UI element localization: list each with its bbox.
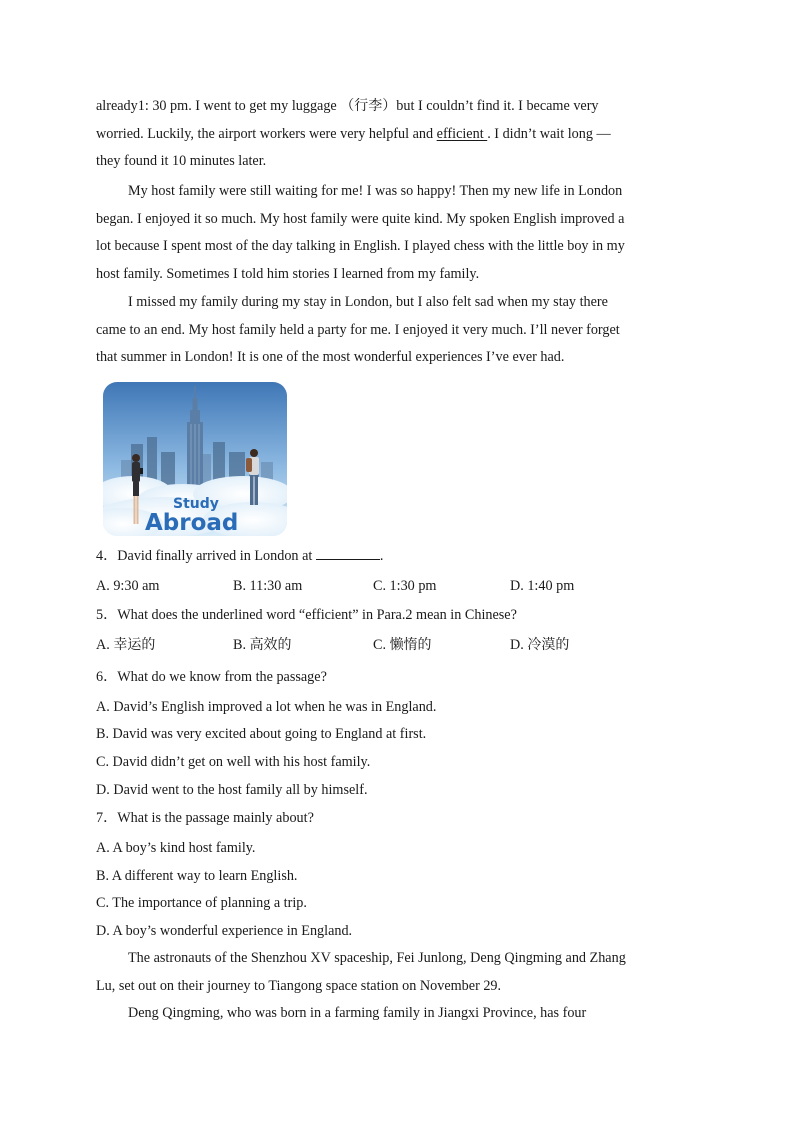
question-stem: 4．David finally arrived in London at	[96, 548, 316, 564]
option-text: 懒惰的	[389, 637, 432, 653]
text-run: .	[379, 548, 384, 564]
text-line: came to an end. My host family held a party for me. I enjoyed it very much. I’ll never forget	[96, 321, 620, 338]
option-a: A. 9:30 am	[96, 578, 160, 594]
option-d: D. David went to the host family all by himself.	[96, 782, 368, 798]
text-line: began. I enjoyed it so much. My host family were quite kind. My spoken English improved a	[96, 210, 625, 227]
option-d: D. A boy’s wonderful experience in England.	[96, 923, 353, 939]
question-6: 6．What do we know from the passage?	[96, 669, 327, 685]
option-c: C. 1:30 pm	[373, 578, 437, 594]
option-a: A. A boy’s kind host family.	[96, 840, 256, 856]
text-line: that summer in London! It is one of the most wonderful experiences I’ve ever had.	[96, 349, 565, 366]
text-line: Deng Qingming, who was born in a farming family in Jiangxi Province, has four	[128, 1005, 587, 1022]
question-4	[96, 542, 383, 570]
option-a: A. David’s English improved a lot when he was in England.	[96, 699, 437, 715]
option-text: 高效的	[249, 637, 292, 653]
passage-paragraph-1	[96, 93, 696, 176]
text-line: lot because I spent most of the day talking in English. I played chess with the little boy in my	[96, 238, 625, 255]
text-run: already1: 30 pm. I went to get my luggage	[96, 98, 341, 114]
passage-2	[96, 945, 696, 1028]
option-letter: C.	[373, 637, 390, 653]
text-line	[96, 93, 696, 121]
option-letter: B.	[233, 637, 250, 653]
text-run: but I couldn’t find it. I became very	[396, 98, 599, 114]
option-b: B. A different way to learn English.	[96, 868, 298, 884]
passage-paragraph-3	[96, 289, 696, 372]
text-line	[96, 121, 696, 149]
underlined-word-efficient: efficient	[436, 125, 488, 142]
chinese-gloss: （行李）	[340, 98, 397, 114]
text-line: host family. Sometimes I told him stories I learned from my family.	[96, 266, 480, 283]
option-letter: D.	[510, 637, 528, 653]
question-5: 5．What does the underlined word “efficient” in Para.2 mean in Chinese?	[96, 607, 517, 623]
text-line: they found it 10 minutes later.	[96, 153, 267, 170]
option-b	[233, 631, 292, 659]
option-letter: A.	[96, 637, 114, 653]
option-text: 幸运的	[113, 637, 156, 653]
option-d: D. 1:40 pm	[510, 578, 575, 594]
text-line: Lu, set out on their journey to Tiangong space station on November 29.	[96, 977, 502, 994]
answer-blank	[316, 545, 380, 560]
text-line: I missed my family during my stay in London, but I also felt sad when my stay there	[128, 294, 608, 310]
option-text: 冷漠的	[527, 637, 570, 653]
option-c	[373, 631, 432, 659]
logo-study-text: Study	[173, 496, 219, 512]
study-abroad-image	[103, 382, 287, 536]
passage-paragraph-2	[96, 178, 696, 289]
option-b: B. David was very excited about going to England at first.	[96, 726, 427, 742]
text-line: The astronauts of the Shenzhou XV spaceship, Fei Junlong, Deng Qingming and Zhang	[128, 950, 626, 966]
option-d	[510, 631, 569, 659]
question-7: 7．What is the passage mainly about?	[96, 810, 314, 826]
option-c: C. The importance of planning a trip.	[96, 895, 307, 911]
text-line: My host family were still waiting for me! I was so happy! Then my new life in London	[128, 183, 623, 199]
logo-abroad-text: Abroad	[145, 510, 239, 536]
text-run: . I didn’t wait long —	[487, 125, 611, 142]
option-a	[96, 631, 155, 659]
text-run: worried. Luckily, the airport workers were very helpful and	[96, 125, 437, 142]
option-b: B. 11:30 am	[233, 578, 303, 594]
option-c: C. David didn’t get on well with his host family.	[96, 754, 371, 770]
